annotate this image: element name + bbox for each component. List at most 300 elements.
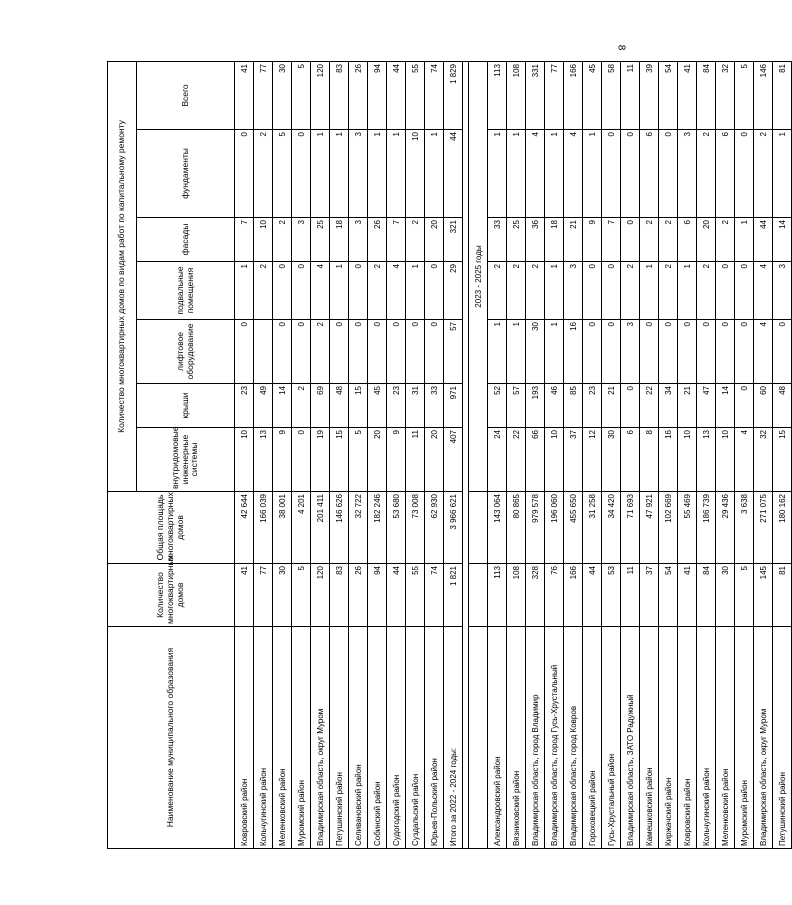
value-cell: 2 (254, 262, 273, 320)
value-cell: 979 578 (526, 492, 545, 564)
value-cell: 71 693 (621, 492, 640, 564)
value-cell: 10 (716, 428, 735, 492)
municipality-name-cell: Петушинский район (773, 627, 792, 849)
value-cell: 120 (311, 62, 330, 130)
municipality-name-cell: Юрьев-Польский район (425, 627, 444, 849)
value-cell: 84 (697, 564, 716, 627)
municipality-name-cell: Киржачский район (659, 627, 678, 849)
value-cell: 74 (425, 62, 444, 130)
value-cell: 407 (444, 428, 463, 492)
value-cell: 18 (545, 218, 564, 262)
value-cell: 0 (735, 130, 754, 218)
value-cell: 52 (488, 384, 507, 428)
municipality-name-cell: Владимирская область, округ Муром (754, 627, 773, 849)
value-cell: 55 (406, 62, 425, 130)
value-cell: 1 (545, 130, 564, 218)
value-cell: 1 (330, 130, 349, 218)
value-cell: 4 (564, 130, 583, 218)
table-row (602, 62, 621, 849)
value-cell: 182 246 (368, 492, 387, 564)
value-cell: 20 (425, 218, 444, 262)
table-row (754, 62, 773, 849)
header-elevators: лифтовое оборудование (137, 320, 235, 384)
value-cell: 8 (640, 428, 659, 492)
value-cell: 44 (387, 564, 406, 627)
value-cell: 10 (254, 218, 273, 262)
municipality-name-cell: Ковровский район (678, 627, 697, 849)
table-row (254, 62, 273, 849)
value-cell: 26 (349, 62, 368, 130)
table-row (716, 62, 735, 849)
value-cell: 18 (330, 218, 349, 262)
value-cell: 5 (292, 62, 311, 130)
table-row (583, 62, 602, 849)
value-cell: 69 (311, 384, 330, 428)
value-cell: 73 008 (406, 492, 425, 564)
value-cell: 146 626 (330, 492, 349, 564)
value-cell: 83 (330, 62, 349, 130)
value-cell: 166 (564, 62, 583, 130)
value-cell: 45 (583, 62, 602, 130)
value-cell: 1 (330, 262, 349, 320)
table-row (349, 62, 368, 849)
value-cell: 0 (640, 320, 659, 384)
value-cell: 85 (564, 384, 583, 428)
value-cell: 2 (311, 320, 330, 384)
value-cell: 3 (621, 320, 640, 384)
table-row (273, 62, 292, 849)
value-cell: 4 (754, 262, 773, 320)
value-cell: 44 (387, 62, 406, 130)
value-cell: 321 (444, 218, 463, 262)
value-cell: 10 (678, 428, 697, 492)
value-cell: 3 (292, 218, 311, 262)
table-row (330, 62, 349, 849)
value-cell: 30 (602, 428, 621, 492)
value-cell: 23 (583, 384, 602, 428)
value-cell: 15 (773, 428, 792, 492)
value-cell: 0 (235, 130, 254, 218)
municipality-name-cell: Владимирская область, город Гусь-Хрустальный (545, 627, 564, 849)
value-cell: 0 (659, 130, 678, 218)
municipality-name-cell: Судогодский район (387, 627, 406, 849)
municipality-name-cell: Селивановский район (349, 627, 368, 849)
value-cell: 3 966 621 (444, 492, 463, 564)
table-body-2023-2025 (488, 62, 792, 849)
value-cell: 41 (235, 62, 254, 130)
table-row (678, 62, 697, 849)
header-facades: фасады (137, 218, 235, 262)
value-cell: 0 (292, 262, 311, 320)
value-cell: 0 (292, 428, 311, 492)
value-cell: 180 162 (773, 492, 792, 564)
value-cell: 77 (545, 62, 564, 130)
value-cell: 53 (602, 564, 621, 627)
value-cell: 1 (368, 130, 387, 218)
value-cell: 1 (488, 130, 507, 218)
municipality-name-cell: Гусь-Хрустальный район (602, 627, 621, 849)
value-cell: 0 (735, 384, 754, 428)
value-cell: 331 (526, 62, 545, 130)
municipality-name-cell: Кольчугинский район (254, 627, 273, 849)
value-cell: 24 (488, 428, 507, 492)
value-cell: 33 (425, 384, 444, 428)
municipality-name-cell: Собинский район (368, 627, 387, 849)
value-cell: 21 (678, 384, 697, 428)
value-cell: 0 (273, 262, 292, 320)
value-cell: 4 201 (292, 492, 311, 564)
value-cell: 47 921 (640, 492, 659, 564)
value-cell: 32 722 (349, 492, 368, 564)
value-cell: 5 (292, 564, 311, 627)
municipality-name-cell: Александровский район (488, 627, 507, 849)
value-cell: 1 (678, 262, 697, 320)
value-cell: 0 (583, 262, 602, 320)
value-cell: 77 (254, 564, 273, 627)
value-cell: 16 (659, 428, 678, 492)
value-cell: 29 436 (716, 492, 735, 564)
value-cell: 30 (273, 62, 292, 130)
value-cell: 22 (507, 428, 526, 492)
value-cell: 45 (368, 384, 387, 428)
value-cell: 38 001 (273, 492, 292, 564)
value-cell: 55 469 (678, 492, 697, 564)
value-cell: 0 (735, 320, 754, 384)
table-row (659, 62, 678, 849)
value-cell: 0 (292, 320, 311, 384)
value-cell: 53 680 (387, 492, 406, 564)
value-cell: 0 (349, 320, 368, 384)
value-cell: 16 (564, 320, 583, 384)
value-cell: 41 (678, 62, 697, 130)
value-cell: 15 (330, 428, 349, 492)
table-row (425, 62, 444, 849)
municipality-name-cell: Владимирская область, округ Муром (311, 627, 330, 849)
value-cell: 193 (526, 384, 545, 428)
value-cell: 0 (387, 320, 406, 384)
value-cell: 2 (292, 384, 311, 428)
value-cell: 102 669 (659, 492, 678, 564)
value-cell: 108 (507, 62, 526, 130)
value-cell: 1 (235, 262, 254, 320)
value-cell: 2 (368, 262, 387, 320)
value-cell: 36 (526, 218, 545, 262)
value-cell: 0 (602, 320, 621, 384)
table-row (735, 62, 754, 849)
value-cell: 94 (368, 564, 387, 627)
value-cell: 0 (425, 320, 444, 384)
value-cell: 166 039 (254, 492, 273, 564)
value-cell: 6 (640, 130, 659, 218)
value-cell: 14 (716, 384, 735, 428)
table-row (292, 62, 311, 849)
value-cell: 186 739 (697, 492, 716, 564)
value-cell: 47 (697, 384, 716, 428)
value-cell: 0 (659, 320, 678, 384)
header-roofs: крыши (137, 384, 235, 428)
municipality-name-cell: Итого за 2022 - 2024 годы: (444, 627, 463, 849)
value-cell: 143 064 (488, 492, 507, 564)
value-cell: 5 (273, 130, 292, 218)
table-row (235, 62, 254, 849)
value-cell: 1 (735, 218, 754, 262)
value-cell: 1 (425, 130, 444, 218)
value-cell: 201 411 (311, 492, 330, 564)
value-cell: 1 (387, 130, 406, 218)
value-cell: 39 (640, 62, 659, 130)
value-cell: 0 (235, 320, 254, 384)
table-row (387, 62, 406, 849)
value-cell: 25 (507, 218, 526, 262)
value-cell: 33 (488, 218, 507, 262)
value-cell: 2 (621, 262, 640, 320)
value-cell: 2 (507, 262, 526, 320)
header-foundations: фундаменты (137, 130, 235, 218)
value-cell (254, 320, 273, 384)
value-cell: 6 (716, 130, 735, 218)
value-cell: 7 (387, 218, 406, 262)
value-cell: 30 (526, 320, 545, 384)
value-cell: 196 060 (545, 492, 564, 564)
value-cell: 11 (621, 62, 640, 130)
value-cell: 44 (583, 564, 602, 627)
value-cell: 1 (406, 262, 425, 320)
value-cell: 145 (754, 564, 773, 627)
value-cell: 9 (583, 218, 602, 262)
table-row (773, 62, 792, 849)
value-cell: 1 (545, 320, 564, 384)
value-cell: 166 (564, 564, 583, 627)
table-body-2022-2024 (235, 62, 463, 849)
value-cell: 34 420 (602, 492, 621, 564)
value-cell: 1 (311, 130, 330, 218)
header-works-group: Количество многоквартирных домов по видам работ по капитальному ремонту (108, 62, 137, 492)
municipality-name-cell: Меленковский район (716, 627, 735, 849)
value-cell: 10 (406, 130, 425, 218)
header-count: Количество многоквартирных домов (108, 564, 235, 627)
capital-repair-table (107, 61, 792, 849)
page-number: 8 (615, 44, 627, 51)
value-cell: 113 (488, 62, 507, 130)
value-cell: 55 (406, 564, 425, 627)
table-row (526, 62, 545, 849)
section-label: 2023 - 2025 годы (469, 62, 488, 492)
value-cell: 57 (444, 320, 463, 384)
value-cell: 66 (526, 428, 545, 492)
value-cell: 1 821 (444, 564, 463, 627)
value-cell: 41 (678, 564, 697, 627)
value-cell: 13 (697, 428, 716, 492)
value-cell: 20 (425, 428, 444, 492)
municipality-name-cell: Кольчугинский район (697, 627, 716, 849)
value-cell: 22 (640, 384, 659, 428)
municipality-name-cell: Вязниковский район (507, 627, 526, 849)
value-cell: 7 (602, 218, 621, 262)
table-row (640, 62, 659, 849)
rotated-table-container (107, 62, 787, 849)
value-cell: 48 (773, 384, 792, 428)
value-cell: 2 (526, 262, 545, 320)
table-row (488, 62, 507, 849)
value-cell: 0 (602, 130, 621, 218)
header-engineering: внутридомовые инженерные системы (137, 428, 235, 492)
value-cell: 14 (773, 218, 792, 262)
value-cell: 11 (621, 564, 640, 627)
value-cell: 12 (583, 428, 602, 492)
value-cell: 77 (254, 62, 273, 130)
value-cell: 20 (368, 428, 387, 492)
value-cell: 1 (507, 130, 526, 218)
value-cell: 455 650 (564, 492, 583, 564)
value-cell: 81 (773, 62, 792, 130)
value-cell: 0 (716, 320, 735, 384)
municipality-name-cell: Муромский район (735, 627, 754, 849)
value-cell: 2 (697, 262, 716, 320)
value-cell: 54 (659, 62, 678, 130)
value-cell: 23 (387, 384, 406, 428)
table-row (507, 62, 526, 849)
value-cell: 0 (621, 384, 640, 428)
value-cell: 74 (425, 564, 444, 627)
value-cell: 48 (330, 384, 349, 428)
value-cell: 120 (311, 564, 330, 627)
value-cell: 21 (602, 384, 621, 428)
value-cell: 34 (659, 384, 678, 428)
value-cell: 4 (311, 262, 330, 320)
value-cell: 19 (311, 428, 330, 492)
value-cell: 0 (273, 320, 292, 384)
header-basements: подвальные помещения (137, 262, 235, 320)
value-cell: 83 (330, 564, 349, 627)
value-cell: 9 (273, 428, 292, 492)
value-cell: 21 (564, 218, 583, 262)
value-cell: 84 (697, 62, 716, 130)
table-row (621, 62, 640, 849)
value-cell: 49 (254, 384, 273, 428)
municipality-name-cell: Петушинский район (330, 627, 349, 849)
value-cell: 0 (697, 320, 716, 384)
value-cell: 1 (640, 262, 659, 320)
value-cell: 1 (488, 320, 507, 384)
value-cell: 0 (735, 262, 754, 320)
value-cell: 3 (349, 130, 368, 218)
value-cell: 57 (507, 384, 526, 428)
value-cell: 0 (330, 320, 349, 384)
value-cell: 0 (349, 262, 368, 320)
header-total: Всего (137, 62, 235, 130)
value-cell: 0 (406, 320, 425, 384)
municipality-name-cell: Владимирская область, город Владимир (526, 627, 545, 849)
value-cell: 2 (488, 262, 507, 320)
value-cell: 1 (583, 130, 602, 218)
value-cell: 3 (773, 262, 792, 320)
value-cell: 0 (292, 130, 311, 218)
value-cell: 5 (349, 428, 368, 492)
value-cell: 3 638 (735, 492, 754, 564)
value-cell: 13 (254, 428, 273, 492)
value-cell: 37 (564, 428, 583, 492)
value-cell: 0 (716, 262, 735, 320)
value-cell: 29 (444, 262, 463, 320)
value-cell: 9 (387, 428, 406, 492)
value-cell: 44 (754, 218, 773, 262)
municipality-name-cell: Владимирская область, город Ковров (564, 627, 583, 849)
value-cell: 2 (659, 262, 678, 320)
value-cell: 11 (406, 428, 425, 492)
header-area: Общая площадь многоквартирных домов (108, 492, 235, 564)
value-cell: 5 (735, 62, 754, 130)
value-cell: 14 (273, 384, 292, 428)
municipality-name-cell: Камешковский район (640, 627, 659, 849)
value-cell: 76 (545, 564, 564, 627)
value-cell: 32 (716, 62, 735, 130)
value-cell: 3 (564, 262, 583, 320)
value-cell: 4 (526, 130, 545, 218)
value-cell: 1 829 (444, 62, 463, 130)
value-cell: 0 (678, 320, 697, 384)
table-row (697, 62, 716, 849)
value-cell: 7 (235, 218, 254, 262)
value-cell: 42 644 (235, 492, 254, 564)
municipality-name-cell: Владимирская область, ЗАТО Радужный (621, 627, 640, 849)
value-cell: 108 (507, 564, 526, 627)
value-cell: 30 (716, 564, 735, 627)
value-cell: 0 (621, 218, 640, 262)
value-cell: 5 (735, 564, 754, 627)
table-row (564, 62, 583, 849)
value-cell: 1 (773, 130, 792, 218)
table-row (368, 62, 387, 849)
value-cell: 15 (349, 384, 368, 428)
value-cell: 2 (659, 218, 678, 262)
value-cell: 0 (425, 262, 444, 320)
header-name: Наименование муниципального образования (108, 627, 235, 849)
municipality-name-cell: Суздальский район (406, 627, 425, 849)
value-cell: 54 (659, 564, 678, 627)
table-row (545, 62, 564, 849)
value-cell: 328 (526, 564, 545, 627)
value-cell: 2 (406, 218, 425, 262)
municipality-name-cell: Муромский район (292, 627, 311, 849)
value-cell: 2 (640, 218, 659, 262)
value-cell: 1 (507, 320, 526, 384)
value-cell: 60 (754, 384, 773, 428)
value-cell: 2 (254, 130, 273, 218)
value-cell: 3 (678, 130, 697, 218)
value-cell: 32 (754, 428, 773, 492)
value-cell: 81 (773, 564, 792, 627)
value-cell: 4 (387, 262, 406, 320)
value-cell: 113 (488, 564, 507, 627)
value-cell: 0 (602, 262, 621, 320)
value-cell: 0 (773, 320, 792, 384)
value-cell: 3 (349, 218, 368, 262)
value-cell: 2 (273, 218, 292, 262)
value-cell: 971 (444, 384, 463, 428)
value-cell: 2 (754, 130, 773, 218)
value-cell: 2 (697, 130, 716, 218)
value-cell: 31 (406, 384, 425, 428)
value-cell: 41 (235, 564, 254, 627)
table-row (311, 62, 330, 849)
value-cell: 30 (273, 564, 292, 627)
value-cell: 4 (735, 428, 754, 492)
value-cell: 0 (583, 320, 602, 384)
table-row (406, 62, 425, 849)
table-row (444, 62, 463, 849)
value-cell: 31 258 (583, 492, 602, 564)
value-cell: 2 (716, 218, 735, 262)
